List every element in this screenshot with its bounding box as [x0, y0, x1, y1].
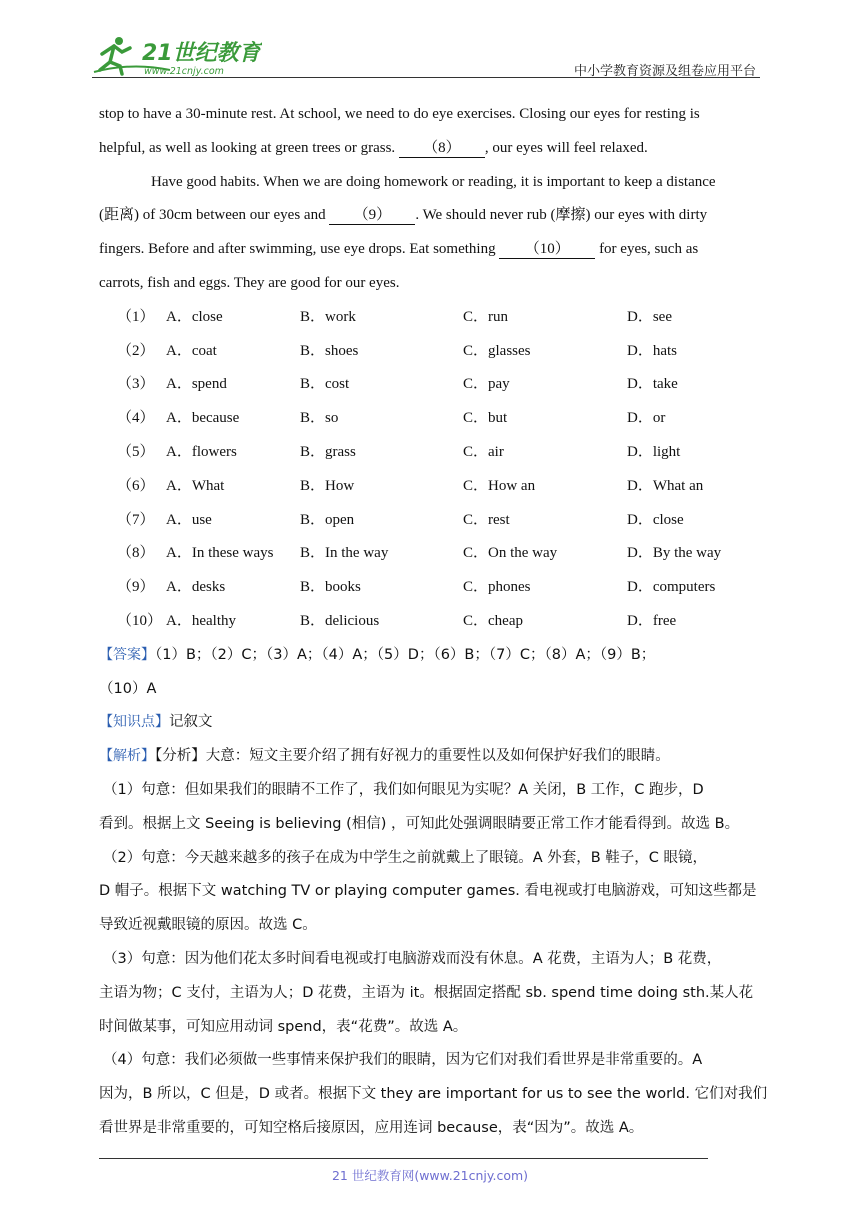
- option-b: B．delicious: [300, 612, 380, 629]
- passage-line: Have good habits. When we are doing homework or reading, it is important to keep a distance: [151, 173, 716, 190]
- blank-8: （8）: [399, 139, 485, 158]
- answer-text: （1）B；（2）C；（3）A；（4）A；（5）D；（6）B；（7）C；（8）A；（9）B；: [155, 646, 656, 663]
- document-body: [99, 98, 768, 1146]
- question-number: （7）: [117, 511, 155, 528]
- option-d: D．free: [627, 612, 677, 629]
- blank-9: （9）: [329, 206, 415, 225]
- option-a: A．In these ways: [166, 545, 274, 562]
- analysis-line: 看到。根据上文 Seeing is believing (相信) ，可知此处强调眼睛要正常工作才能看得到。故选 B。: [99, 815, 740, 832]
- option-row: [99, 504, 763, 538]
- option-row: [99, 368, 763, 402]
- passage-line: (距离) of 30cm between our eyes and （9） . We should never rub (摩擦) our eyes with dirty: [99, 207, 708, 224]
- option-a: A．healthy: [166, 612, 236, 629]
- footer-text: 21 世纪教育网(www.21cnjy.com): [331, 1168, 529, 1183]
- option-b: B．cost: [300, 376, 350, 393]
- option-c: C．air: [463, 443, 504, 460]
- option-row: [99, 402, 763, 436]
- option-a: A．desks: [166, 579, 226, 596]
- question-options: [99, 301, 763, 639]
- option-c: C．run: [463, 308, 509, 325]
- analysis-line: （3）句意：因为他们花太多时间看电视或打电脑游戏而没有休息。A 花费，主语为人；B 花费，: [103, 950, 722, 967]
- option-d: D．What an: [627, 477, 704, 494]
- option-b: B．books: [300, 579, 361, 596]
- option-a: A．use: [166, 511, 212, 528]
- option-c: C．pay: [463, 376, 510, 393]
- site-logo: [92, 32, 262, 76]
- option-row: [99, 436, 763, 470]
- footer-divider: [99, 1158, 708, 1159]
- option-row: [99, 301, 763, 335]
- question-number: （3）: [117, 376, 155, 393]
- option-row: [99, 335, 763, 369]
- analysis-line: D 帽子。根据下文 watching TV or playing computer games. 看电视或打电脑游戏，可知这些都是: [99, 883, 757, 900]
- option-d: D．close: [627, 511, 684, 528]
- passage-line: fingers. Before and after swimming, use eye drops. Eat something （10） for eyes, such as: [99, 241, 699, 258]
- knowledge-label: 【知识点】: [99, 714, 169, 731]
- question-number: （5）: [117, 443, 155, 460]
- option-d: D．light: [627, 443, 681, 460]
- option-a: A．flowers: [166, 443, 237, 460]
- question-number: （10）: [117, 612, 163, 629]
- option-d: D．hats: [627, 342, 677, 359]
- option-b: B．so: [300, 410, 339, 427]
- option-c: C．but: [463, 410, 508, 427]
- option-d: D．or: [627, 410, 666, 427]
- analysis-line: 时间做某事，可知应用动词 spend，表“花费”。故选 A。: [99, 1018, 468, 1035]
- option-c: C．phones: [463, 579, 531, 596]
- question-number: （6）: [117, 477, 155, 494]
- option-b: B．grass: [300, 443, 356, 460]
- analysis-intro: [99, 740, 763, 774]
- option-b: B．shoes: [300, 342, 359, 359]
- header-divider: [92, 77, 760, 78]
- question-number: （9）: [117, 579, 155, 596]
- analysis-intro-text: 【分析】大意：短文主要介绍了拥有好视力的重要性以及如何保护好我们的眼睛。: [155, 748, 670, 765]
- option-b: B．work: [300, 308, 356, 325]
- option-row: [99, 571, 763, 605]
- option-a: A．because: [166, 410, 240, 427]
- option-row: [99, 537, 763, 571]
- passage-line: carrots, fish and eggs. They are good for our eyes.: [99, 274, 400, 291]
- analysis-label: 【解析】: [99, 748, 155, 765]
- answer-line: （10）A: [99, 680, 157, 697]
- option-a: A．coat: [166, 342, 217, 359]
- knowledge-value: 记叙文: [169, 714, 213, 731]
- logo-brand-text: 21世纪教育: [142, 41, 261, 66]
- option-d: D．take: [627, 376, 678, 393]
- blank-10: （10）: [499, 240, 595, 259]
- option-c: C．glasses: [463, 342, 531, 359]
- knowledge-line: [99, 706, 763, 740]
- option-b: B．open: [300, 511, 355, 528]
- analysis-line: （1）句意：但如果我们的眼睛不工作了，我们如何眼见为实呢？A 关闭，B 工作，C 跑步，D: [103, 781, 704, 798]
- option-b: B．In the way: [300, 545, 389, 562]
- analysis-line: 看世界是非常重要的，可知空格后接原因，应用连词 because，表“因为”。故选 A。: [99, 1119, 644, 1136]
- option-b: B．How: [300, 477, 355, 494]
- option-c: C．cheap: [463, 612, 523, 629]
- option-d: D．computers: [627, 579, 716, 596]
- option-row: [99, 605, 763, 639]
- analysis-line: （4）句意：我们必须做一些事情来保护我们的眼睛，因为它们对我们看世界是非常重要的。A: [103, 1052, 703, 1069]
- option-c: C．How an: [463, 477, 536, 494]
- analysis-line: 导致近视戴眼镜的原因。故选 C。: [99, 917, 317, 934]
- option-d: D．By the way: [627, 545, 722, 562]
- option-a: A．What: [166, 477, 225, 494]
- page-header: [92, 30, 760, 78]
- passage-line: stop to have a 30-minute rest. At school, we need to do eye exercises. Closing our eyes for resting is: [99, 106, 700, 122]
- analysis-line: 因为，B 所以，C 但是，D 或者。根据下文 they are important for us to see the world. 它们对我们: [99, 1086, 768, 1103]
- option-row: [99, 470, 763, 504]
- logo-url-text: www.21cnjy.com: [144, 66, 224, 76]
- passage-line: helpful, as well as looking at green trees or grass. （8） , our eyes will feel relaxed.: [99, 139, 648, 156]
- answer-label: 【答案】: [99, 646, 155, 663]
- answer-line: [99, 639, 763, 673]
- analysis-line: （2）句意：今天越来越多的孩子在成为中学生之前就戴上了眼镜。A 外套，B 鞋子，C 眼镜，: [103, 849, 708, 866]
- question-number: （1）: [117, 308, 155, 325]
- option-a: A．close: [166, 308, 223, 325]
- option-d: D．see: [627, 308, 672, 325]
- question-number: （8）: [117, 545, 155, 562]
- option-c: C．rest: [463, 511, 510, 528]
- site-name: 中小学教育资源及组卷应用平台: [573, 64, 756, 79]
- option-c: C．On the way: [463, 545, 558, 562]
- question-number: （4）: [117, 410, 155, 427]
- question-number: （2）: [117, 342, 155, 359]
- analysis-line: 主语为物；C 支付，主语为人；D 花费，主语为 it。根据固定搭配 sb. spend time doing sth.某人花: [99, 984, 754, 1001]
- option-a: A．spend: [166, 376, 227, 393]
